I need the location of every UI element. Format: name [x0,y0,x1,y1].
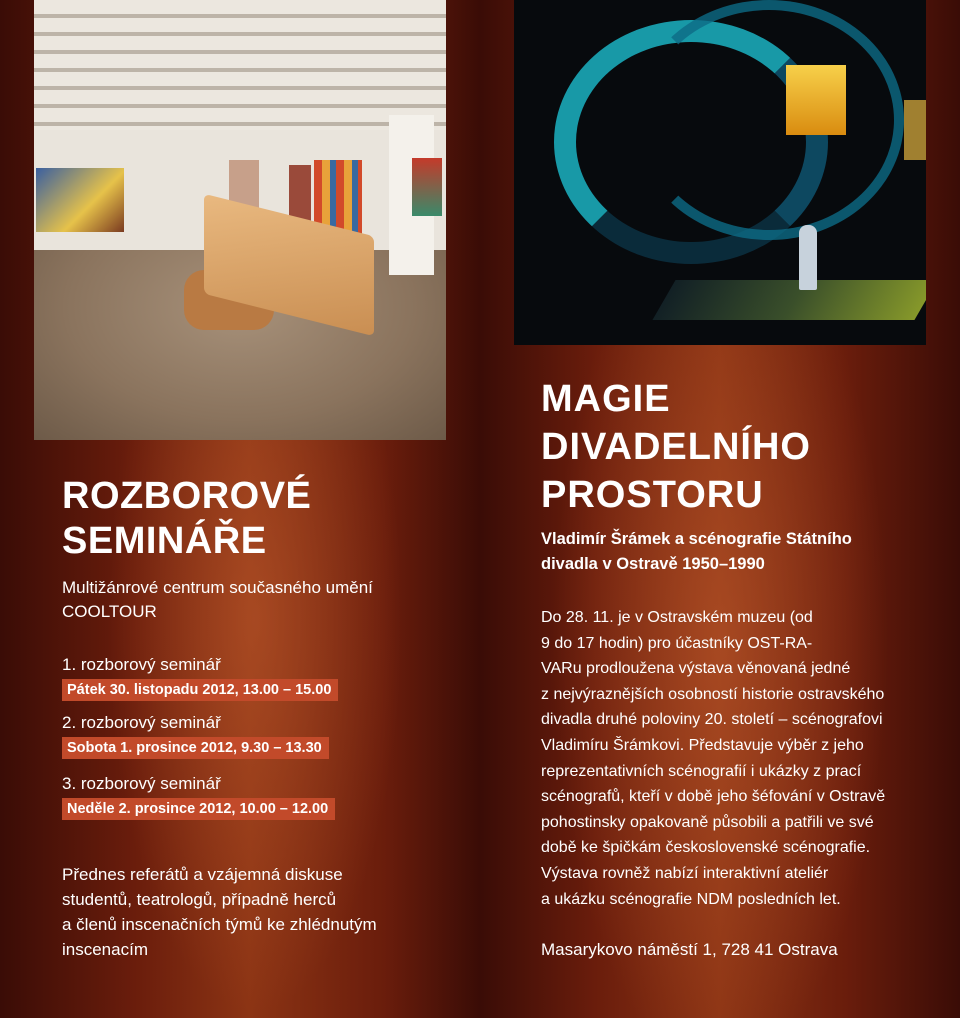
seminar-date: Pátek 30. listopadu 2012, 13.00 – 15.00 [62,679,338,701]
gallery-photo [34,0,446,440]
seminar-label: 3. rozborový seminář [62,774,221,793]
seminar-item [62,712,329,759]
stage-lamp [904,100,926,160]
stage-floor [652,280,926,320]
seminars-description: Přednes referátů a vzájemná diskuse studentů, teatrologů, případně herců a členů inscenačních týmů ke zhlédnutým inscenacím [62,865,377,959]
seminar-date: Neděle 2. prosince 2012, 10.00 – 12.00 [62,798,335,820]
exhibition-description: Do 28. 11. je v Ostravském muzeu (od 9 do 17 hodin) pro účastníky OST-RA- VARu prodloužena výstava věnovaná jedné z nejvýraznějších osobností historie ostravského divadla druhé poloviny 20. století – scénografovi Vladimíru Šrámkovi. Představuje výběr z jeho reprezentativních scénografií i ukázky z prací scénografů, kteří v době jeho šéfování v Ostravě pohostinsky opakovaně působili a patřili ve své době ke špičkám československé scénografie. Výstava rovněž nabízí interaktivní ateliér a ukázku scénografie NDM posledních let. [541,609,886,908]
painting [412,158,442,216]
performer [799,225,817,290]
seminar-item [62,654,338,701]
stage-photo [514,0,926,345]
exhibition-subtitle: Vladimír Šrámek a scénografie Státního divadla v Ostravě 1950–1990 [541,530,852,573]
seminars-venue: Multižánrové centrum současného umění COOLTOUR [62,578,373,621]
seminar-label: 1. rozborový seminář [62,655,221,674]
painting [36,168,124,232]
stage-ring [634,0,904,240]
stage-lamp [786,65,846,135]
seminars-title: ROZBOROVÉ SEMINÁŘE [62,475,312,562]
gallery-ceiling [34,0,446,130]
seminar-item [62,773,335,820]
exhibition-address: Masarykovo náměstí 1, 728 41 Ostrava [541,940,838,959]
exhibition-title: MAGIE DIVADELNÍHO PROSTORU [541,378,811,516]
seminar-date: Sobota 1. prosince 2012, 9.30 – 13.30 [62,737,329,759]
seminar-label: 2. rozborový seminář [62,713,221,732]
